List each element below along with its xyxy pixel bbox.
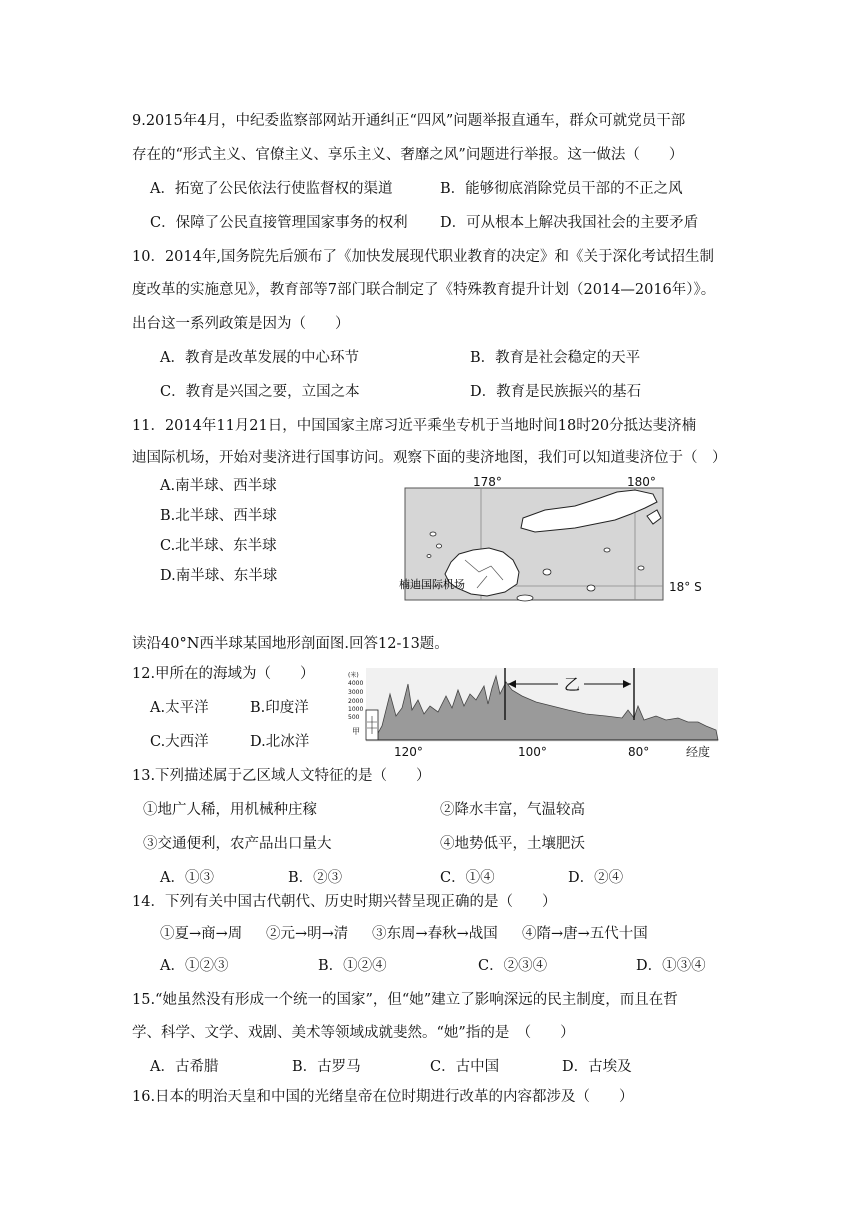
- q9-option-a: A．拓宽了公民依法行使监督权的渠道: [150, 181, 393, 197]
- q14-option-c: C．②③④: [478, 958, 548, 974]
- q16-stem: 16.日本的明治天皇和中国的光绪皇帝在位时期进行改革的内容都涉及（ ）: [132, 1089, 634, 1105]
- island-small-2: [437, 544, 442, 548]
- q14-stem: 14．下列有关中国古代朝代、历史时期兴替呈现正确的是（ ）: [132, 894, 557, 910]
- q12-option-c: C.大西洋: [150, 734, 209, 750]
- q12-stem: 12.甲所在的海域为（ ）: [132, 666, 315, 682]
- point-label: 甲: [352, 727, 360, 736]
- q13-item-3: ③交通便利，农产品出口量大: [143, 836, 332, 852]
- q13-item-2: ②降水丰富，气温较高: [440, 802, 585, 818]
- island-small-7: [638, 566, 644, 570]
- q12-option-a: A.太平洋: [150, 700, 209, 716]
- q13-option-a: A．①③: [160, 870, 214, 886]
- q11-option-a: A.南半球、西半球: [160, 478, 277, 494]
- y-tick-1000: 1000: [348, 706, 364, 713]
- island-small-3: [427, 555, 431, 558]
- q14-item-1: ①夏→商→周: [160, 926, 243, 942]
- q13-stem: 13.下列描述属于乙区域人文特征的是（ ）: [132, 768, 431, 784]
- fiji-map: [395, 476, 715, 608]
- q14-option-a: A．①②③: [160, 958, 229, 974]
- y-tick-2000: 2000: [348, 698, 364, 705]
- q15-option-d: D．古埃及: [562, 1059, 632, 1075]
- q14-item-2: ②元→明→清: [266, 926, 349, 942]
- q11-option-d: D.南半球、东半球: [160, 568, 278, 584]
- y-tick-3000: 3000: [348, 689, 364, 696]
- x-axis-label: 经度: [686, 745, 711, 759]
- map-airport-label: 楠迪国际机场: [399, 578, 465, 591]
- q12-option-d: D.北冰洋: [250, 734, 310, 750]
- region-label: 乙: [564, 675, 581, 694]
- island-small-6: [604, 548, 610, 552]
- map-lon-left: 178°: [473, 476, 502, 489]
- q9-option-c: C．保障了公民直接管理国家事务的权利: [150, 215, 408, 231]
- q13-option-d: D．②④: [568, 870, 624, 886]
- q10-stem-line3: 出台这一系列政策是因为（ ）: [132, 316, 350, 332]
- map-lon-right: 180°: [627, 476, 656, 489]
- terrain-profile: [346, 664, 726, 760]
- island-small-1: [430, 532, 436, 536]
- q10-stem-line2: 度改革的实施意见》，教育部等7部门联合制定了《特殊教育提升计划（2014—2016年）》。: [132, 282, 716, 298]
- y-unit: (米): [348, 672, 359, 679]
- q10-stem-line1: 10．2014年,国务院先后颁布了《加快发展现代职业教育的决定》和《关于深化考试招生制: [132, 249, 714, 265]
- q11-option-b: B.北半球、西半球: [160, 508, 277, 524]
- q13-item-4: ④地势低平，土壤肥沃: [440, 836, 585, 852]
- q11-stem-line2: 迪国际机场，开始对斐济进行国事访问。观察下面的斐济地图，我们可以知道斐济位于（ ）: [132, 450, 727, 466]
- q9-option-b: B．能够彻底消除党员干部的不正之风: [440, 181, 683, 197]
- q14-option-d: D．①③④: [636, 958, 706, 974]
- q10-option-d: D．教育是民族振兴的基石: [470, 384, 642, 400]
- q12-option-b: B.印度洋: [250, 700, 309, 716]
- island-small-4: [543, 569, 551, 575]
- q10-option-a: A．教育是改革发展的中心环节: [160, 350, 359, 366]
- q9-option-d: D．可从根本上解决我国社会的主要矛盾: [440, 215, 699, 231]
- q10-option-b: B．教育是社会稳定的天平: [470, 350, 641, 366]
- q14-item-4: ④隋→唐→五代十国: [522, 926, 648, 942]
- x-tick-120: 120°: [394, 745, 423, 759]
- q15-option-a: A．古希腊: [150, 1059, 219, 1075]
- q9-stem-line2: 存在的“形式主义、官僚主义、享乐主义、奢靡之风”问题进行举报。这一做法（ ）: [132, 147, 684, 163]
- q13-option-b: B．②③: [288, 870, 343, 886]
- x-tick-80: 80°: [628, 745, 650, 759]
- q14-item-3: ③东周→春秋→战国: [372, 926, 498, 942]
- q15-stem-line1: 15.“她虽然没有形成一个统一的国家”，但“她”建立了影响深远的民主制度，而且在哲: [132, 992, 678, 1008]
- q13-item-1: ①地广人稀，用机械种庄稼: [143, 802, 317, 818]
- intro-12-13: 读沿40°N西半球某国地形剖面图.回答12-13题。: [132, 636, 449, 652]
- y-tick-4000: 4000: [348, 680, 364, 687]
- q13-option-c: C．①④: [440, 870, 495, 886]
- x-tick-100: 100°: [518, 745, 547, 759]
- q15-stem-line2: 学、科学、文学、戏剧、美术等领域成就斐然。“她”指的是 （ ）: [132, 1025, 575, 1041]
- y-tick-500: 500: [348, 714, 360, 721]
- island-kadavu: [517, 595, 533, 601]
- q15-option-b: B．古罗马: [292, 1059, 361, 1075]
- q14-option-b: B．①②④: [318, 958, 387, 974]
- q11-stem-line1: 11．2014年11月21日，中国国家主席习近平乘坐专机于当地时间18时20分抵达斐济楠: [132, 418, 697, 434]
- q10-option-c: C．教育是兴国之要，立国之本: [160, 384, 360, 400]
- island-small-5: [587, 585, 595, 591]
- map-lat: 18° S: [669, 580, 702, 594]
- q11-option-c: C.北半球、东半球: [160, 538, 277, 554]
- q9-stem-line1: 9.2015年4月，中纪委监察部网站开通纠正“四风”问题举报直通车，群众可就党员干部: [132, 113, 686, 129]
- q15-option-c: C．古中国: [430, 1059, 500, 1075]
